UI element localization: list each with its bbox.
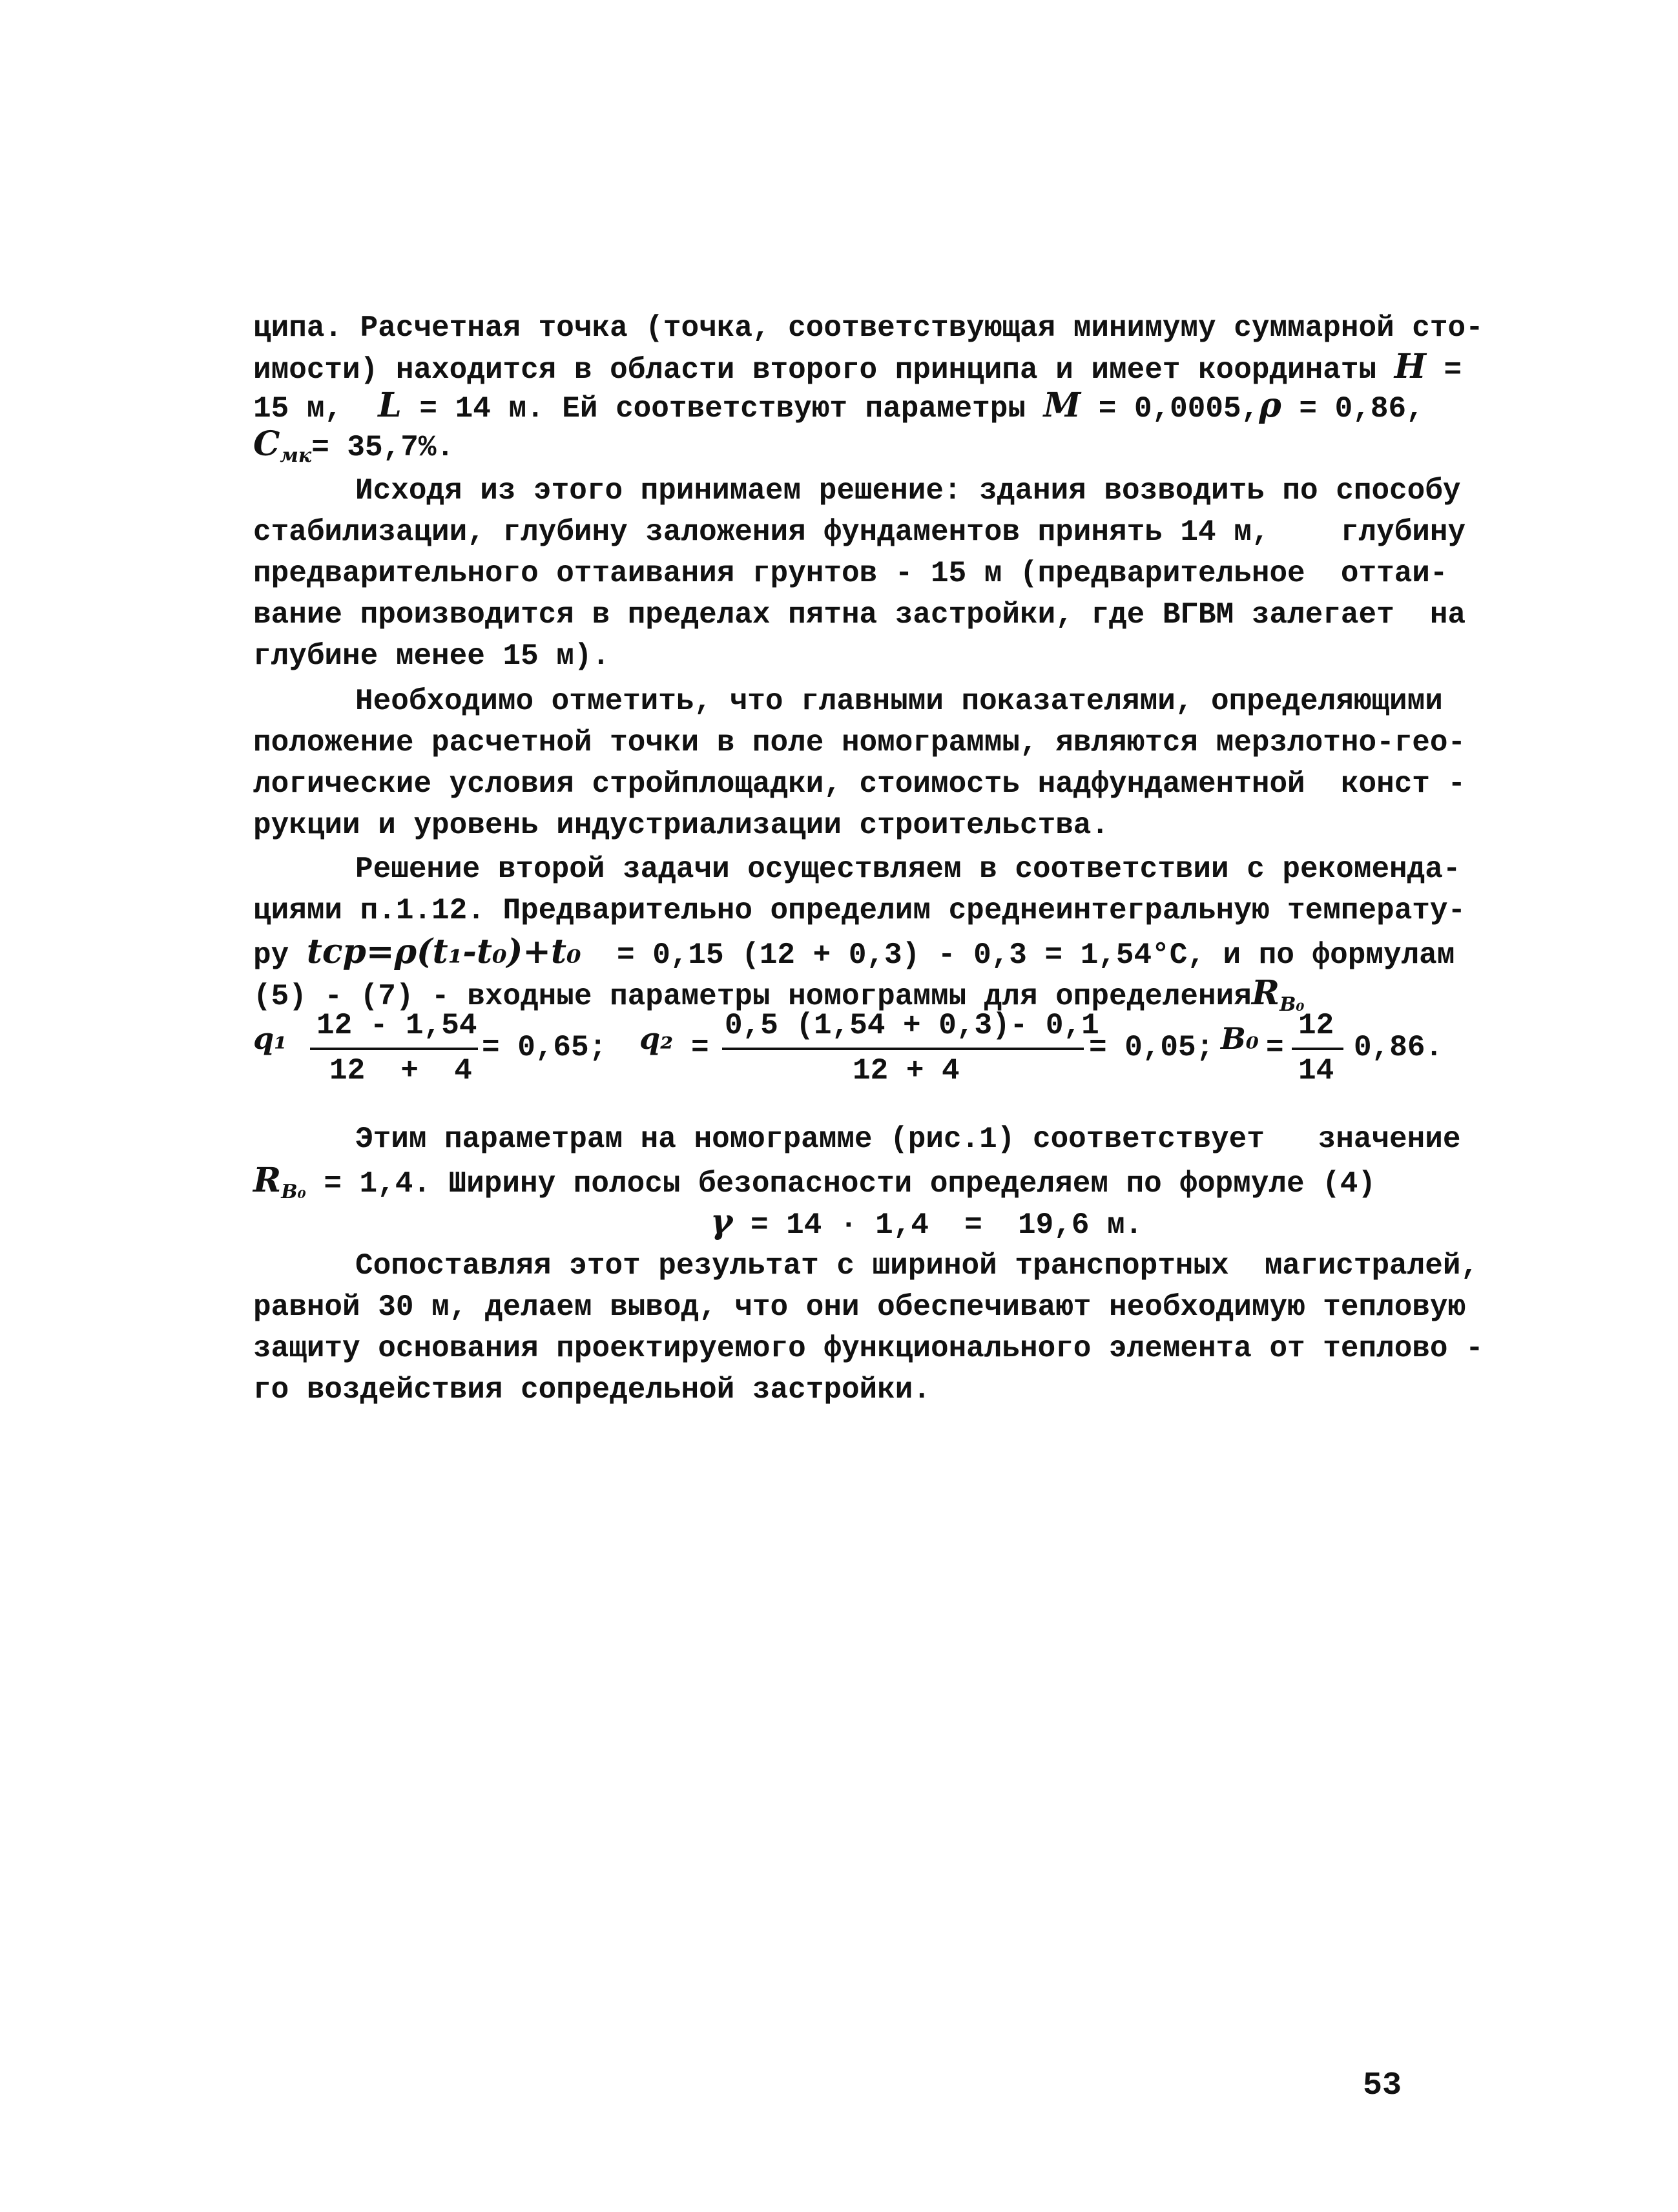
text-line bbox=[253, 386, 1424, 427]
text-line: Исходя из этого принимаем решение: здания возводить по способу bbox=[355, 474, 1461, 508]
text-line bbox=[253, 932, 1455, 973]
text-line: ципа. Расчетная точка (точка, соответствующая минимуму суммарной сто- bbox=[253, 311, 1484, 345]
var-c: C bbox=[253, 424, 280, 464]
q2-value: = 0,05; bbox=[1089, 1031, 1214, 1064]
text-fragment: = 14 · 1,4 = 19,6 м. bbox=[750, 1208, 1143, 1242]
var-r: R bbox=[1251, 973, 1280, 1013]
text-line: глубине менее 15 м). bbox=[253, 639, 610, 673]
text-line: логические условия стройплощадки, стоимость надфундаментной конст - bbox=[253, 767, 1466, 801]
text-fragment: = 0,0005, bbox=[1098, 392, 1259, 426]
text-line: стабилизации, глубину заложения фундаментов принять 14 м, глубину bbox=[253, 515, 1466, 549]
text-fragment: = 1,4. Ширину полосы безопасности определяем по формуле (4) bbox=[324, 1167, 1376, 1201]
text-line bbox=[253, 347, 1462, 388]
text-line: положение расчетной точки в поле номограммы, являются мерзлотно-гео- bbox=[253, 726, 1466, 760]
eq-sign: = bbox=[1444, 353, 1462, 387]
var-q2: q₂ bbox=[639, 1021, 674, 1056]
eq-sign: = bbox=[691, 1031, 709, 1064]
var-c-sub: мк bbox=[280, 444, 312, 467]
text-line: Необходимо отметить, что главными показателями, определяющими bbox=[355, 685, 1443, 718]
b-denominator: 14 bbox=[1298, 1054, 1334, 1088]
text-line: вание производится в пределах пятна застройки, где ВГВМ залегает на bbox=[253, 598, 1466, 632]
var-r: R bbox=[253, 1161, 282, 1200]
text-fragment: имости) находится в области второго принципа и имеет координаты bbox=[253, 353, 1377, 387]
var-b: B₀ bbox=[1221, 1021, 1259, 1056]
q2-denominator: 12 + 4 bbox=[853, 1054, 960, 1088]
q2-numerator: 0,5 (1,54 + 0,3)- 0,1 bbox=[725, 1009, 1099, 1042]
var-gamma: γ bbox=[710, 1202, 733, 1241]
text-line: защиту основания проектируемого функционального элемента от теплово - bbox=[253, 1332, 1484, 1365]
eq-sign: = bbox=[1266, 1031, 1284, 1064]
page-number: 53 bbox=[1363, 2067, 1402, 2104]
text-line bbox=[253, 1163, 1416, 1210]
var-q1: q₁ bbox=[253, 1021, 287, 1056]
text-line bbox=[710, 1204, 1292, 1243]
text-line: го воздействия сопредельной застройки. bbox=[253, 1373, 931, 1407]
q1-numerator: 12 - 1,54 bbox=[316, 1009, 477, 1042]
text-fragment: = 14 м. Ей соответствуют параметры bbox=[419, 392, 1026, 426]
text-fragment: (5) - (7) - входные параметры номограммы для определения bbox=[253, 980, 1252, 1013]
text-line: циями п.1.12. Предварительно определим среднеинтегральную температу- bbox=[253, 894, 1466, 927]
text-fragment: = 35,7%. bbox=[311, 431, 455, 464]
text-fragment: ру bbox=[253, 938, 289, 972]
b-value: 0,86. bbox=[1354, 1031, 1444, 1064]
var-r-sub: B₀ bbox=[281, 1181, 306, 1203]
text-line: предварительного оттаивания грунтов - 15 м (предварительное оттаи- bbox=[253, 557, 1448, 590]
text-fragment: = 0,15 (12 + 0,3) - 0,3 = 1,54°C, и по формулам bbox=[616, 938, 1455, 972]
text-line: равной 30 м, делаем вывод, что они обеспечивают необходимую тепловую bbox=[253, 1290, 1466, 1324]
var-h: H bbox=[1394, 347, 1426, 386]
text-line bbox=[253, 426, 1416, 474]
text-line: Решение второй задачи осуществляем в соответствии с рекоменда- bbox=[355, 853, 1461, 886]
q1-fraction-bar bbox=[310, 1048, 478, 1050]
var-l: L bbox=[378, 386, 402, 425]
q1-value: = 0,65; bbox=[482, 1031, 607, 1064]
q2-fraction-bar bbox=[722, 1048, 1084, 1050]
text-line: Сопоставляя этот результат с шириной транспортных магистралей, bbox=[355, 1249, 1479, 1283]
var-r-sub: B₀ bbox=[1279, 993, 1305, 1016]
var-m: M bbox=[1043, 386, 1081, 425]
var-rho: ρ bbox=[1259, 386, 1281, 425]
q1-denominator: 12 + 4 bbox=[329, 1054, 472, 1088]
formula-tcp: tср=ρ(t₁-t₀)+t₀ bbox=[306, 932, 581, 971]
b-fraction-bar bbox=[1292, 1048, 1343, 1050]
text-line: рукции и уровень индустриализации строительства. bbox=[253, 809, 1110, 842]
text-fragment: 15 м, bbox=[253, 392, 343, 426]
text-line: Этим параметрам на номограмме (рис.1) соответствует значение bbox=[355, 1122, 1461, 1156]
b-numerator: 12 bbox=[1298, 1009, 1334, 1042]
text-fragment: = 0,86, bbox=[1299, 392, 1424, 426]
